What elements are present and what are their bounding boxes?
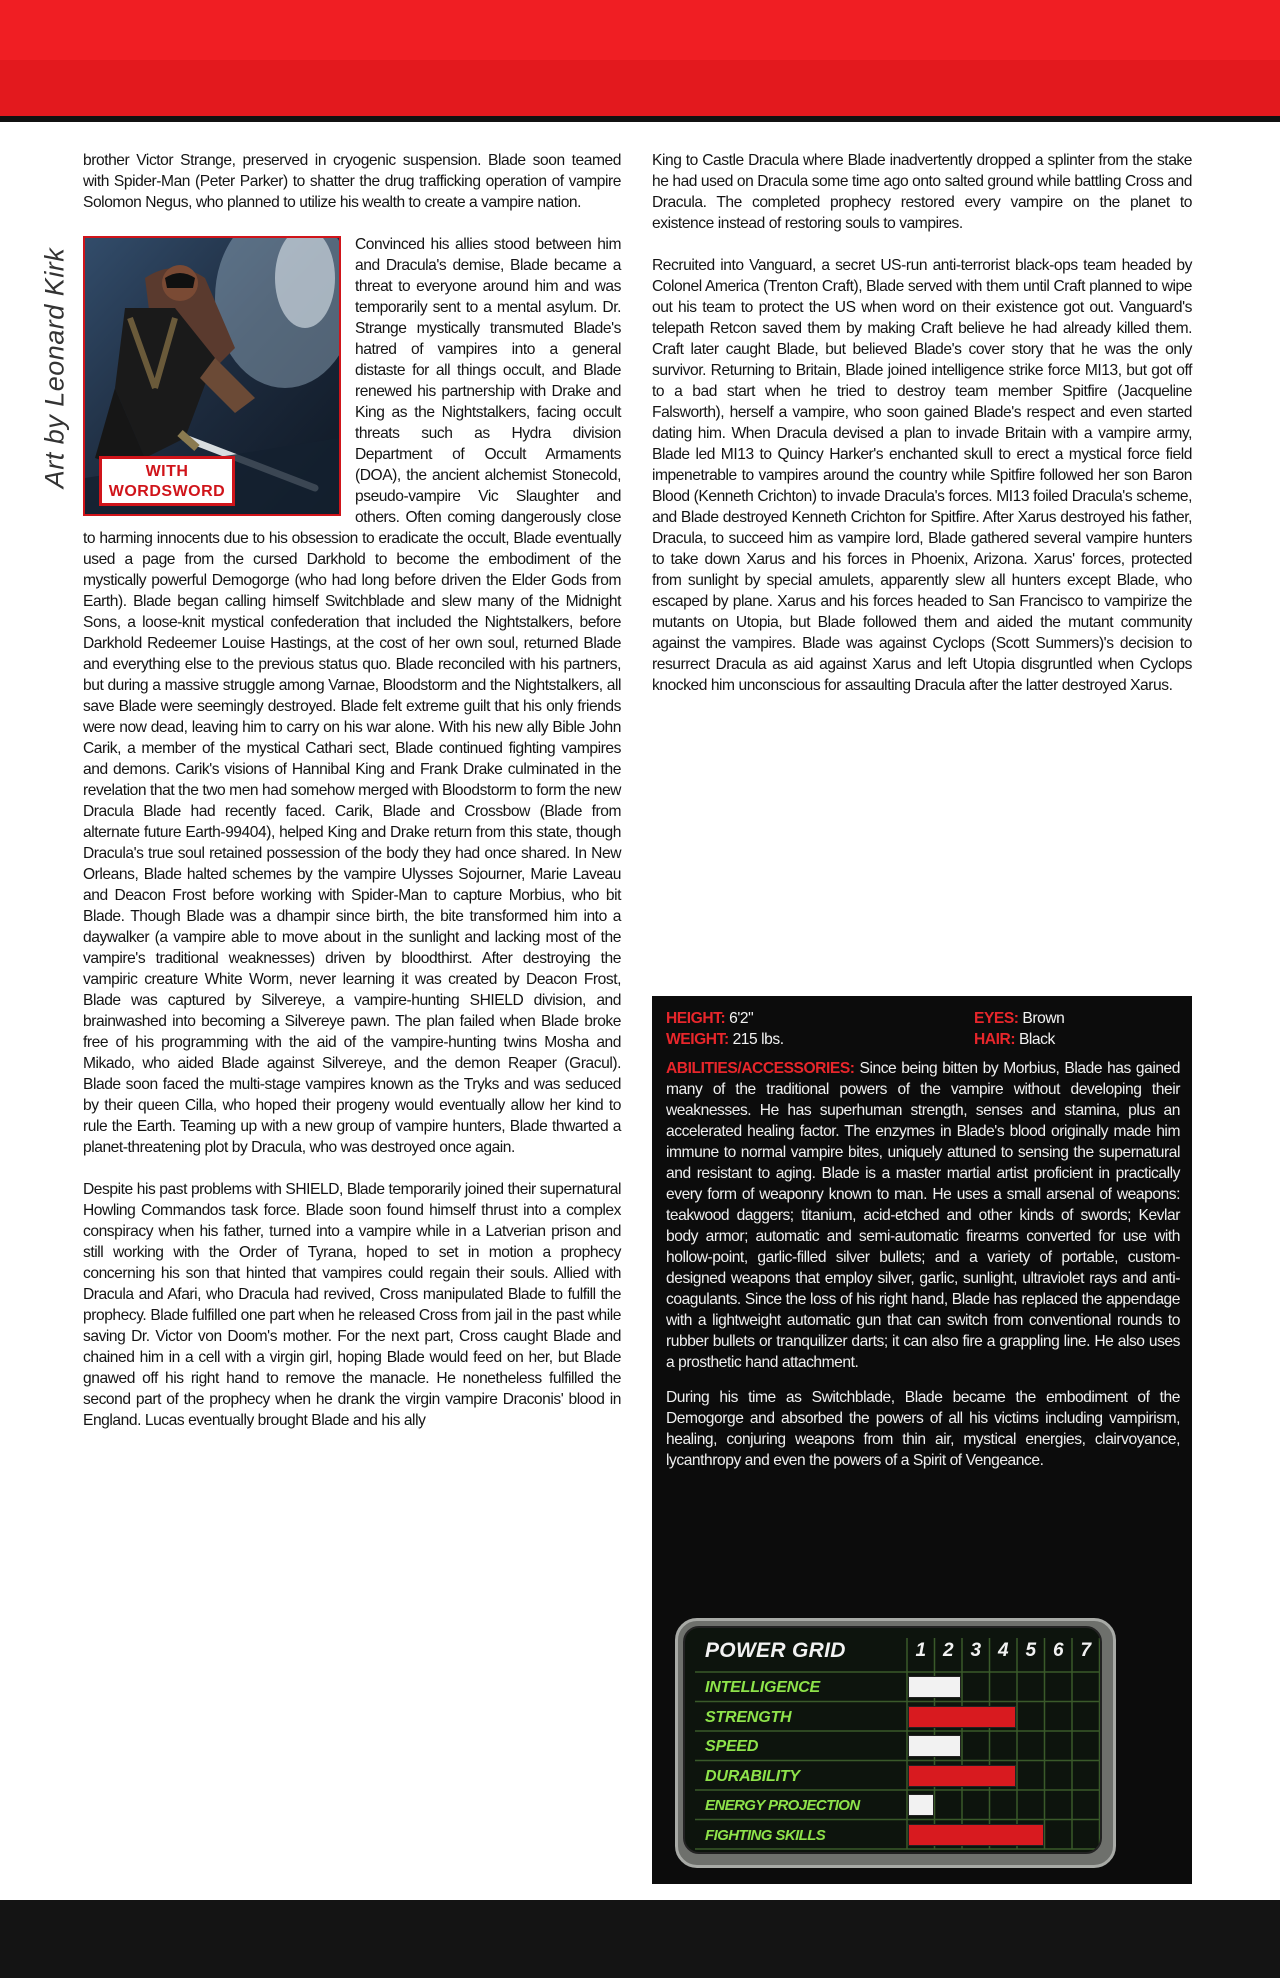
power-grid-label-strength: STRENGTH	[705, 1708, 792, 1726]
vital-stats	[666, 1008, 1180, 1050]
power-grid-label-intelligence: INTELLIGENCE	[705, 1679, 820, 1696]
power-grid-label-durability: DURABILITY	[705, 1767, 800, 1785]
power-grid	[675, 1618, 1116, 1868]
power-grid-scale-1: 1	[915, 1640, 926, 1661]
power-grid-scale-4: 4	[997, 1640, 1009, 1661]
abilities-paragraph: ABILITIES/ACCESSORIES: Since being bitten by Morbius, Blade has gained many of the traditional powers of the vampire without developing their weaknesses. He has superhuman strength, senses and stamina, plus an accelerated healing factor. The enzymes in Blade's blood originally made him immune to normal vampire bites, uniquely attuned to sensing the supernatural and resistant to aging. Blade is a master martial artist proficient in practically every form of weaponry known to man. He uses a small arsenal of weapons: teakwood daggers; titanium, acid-etched and other kinds of swords; Kevlar body armor; automatic and semi-automatic firearms converted for use with hollow-point, garlic-filled silver bullets; and a variety of portable, custom-designed weapons that employ silver, garlic, sunlight, ultraviolet rays and anti-coagulants. Since the loss of his right hand, Blade has replaced the appendage with a lightweight automatic gun that can switch from conventional rounds to rubber bullets or tranquilizer darts; it can also fire a grappling line. He also uses a prosthetic hand attachment.	[666, 1060, 1180, 1371]
power-grid-scale-3: 3	[970, 1640, 981, 1661]
left-column	[39, 150, 621, 1431]
left-paragraph-1: brother Victor Strange, preserved in cryogenic suspension. Blade soon teamed with Spider-Man (Peter Parker) to shatter the drug trafficking operation of vampire Solomon Negus, who planned to utilize his wealth to create a vampire nation.	[83, 152, 621, 211]
left-paragraph-3: Despite his past problems with SHIELD, Blade temporarily joined their supernatural Howling Commandos task force. Blade soon found himself thrust into a complex conspiracy when his father, turned into a vampire while in a Latverian prison and still working with the Order of Tyrana, hoped to set in motion a prophecy concerning his son that hinted that vampires could regain their souls. Allied with Dracula and Afari, who Dracula had revived, Cross manipulated Blade to fulfill the prophecy. Blade fulfilled one part when he released Cross from jail in the past while saving Dr. Victor von Doom's mother. For the next part, Cross caught Blade and chained him in a cell with a virgin girl, hoping Blade would feed on her, but Blade gnawed off his right hand to remove the manacle. He nonetheless fulfilled the second part of the prophecy when he drank the virgin vampire Draconis' blood in England. Lucas eventually brought Blade and his ally	[83, 1181, 621, 1429]
power-grid-label-speed: SPEED	[705, 1738, 759, 1755]
footer-band	[0, 1900, 1280, 1978]
stats-panel	[652, 996, 1192, 1884]
power-grid-label-fighting-skills: FIGHTING SKILLS	[705, 1826, 826, 1844]
abilities-section	[666, 1058, 1180, 1471]
header-band	[0, 0, 1280, 122]
right-column	[652, 150, 1192, 696]
blade-illustration	[83, 236, 341, 516]
art-panel	[39, 236, 341, 518]
left-paragraph-2: Convinced his allies stood between him and Dracula's demise, Blade became a threat to everyone around him and was temporarily sent to a mental asylum. Dr. Strange mystically transmuted Blade's hatred of vampires into a general distaste for all things occult, and Blade renewed his partnership with Drake and King as the Nightstalkers, facing occult threats such as Hydra division Department of Occult Armaments (DOA), the ancient alchemist Stonecold, pseudo-vampire Vic Slaughter and others. Often coming dangerously close to harming innocents due to his obsession to eradicate the occult, Blade eventually used a page from the cursed Darkhold to become the embodiment of the mystically powerful Demogorge (who had long before driven the Elder Gods from Earth). Blade began calling himself Switchblade and slew many of the Midnight Sons, a loose-knit mystical confederation that included the Nightstalkers, before Darkhold Redeemer Louise Hastings, at the cost of her own soul, returned Blade and everything else to the previous status quo. Blade reconciled with his partners, but during a massive struggle among Varnae, Bloodstorm and the Nightstalkers, all save Blade were seemingly destroyed. Blade felt extreme guilt that his only friends were now dead, leaving him to carry on his war alone. With his new ally Bible John Carik, a member of the mystical Cathari sect, Blade continued fighting vampires and demons. Carik's visions of Hannibal King and Frank Drake culminated in the revelation that the two men had somehow merged with Bloodstorm to form the new Dracula Blade had recently faced. Carik, Blade and Crossbow (Blade from alternate future Earth-99404), helped King and Drake return from this state, though Dracula's true soul retained possession of the body they had once shared. In New Orleans, Blade halted schemes by the vampire Ulysses Sojourner, Marie Laveau and Deacon Frost before working with Spider-Man to capture Morbius, who bit Blade. Though Blade was a dhampir since birth, the bite transformed him into a daywalker (a vampire able to move about in the sunlight and lacking most of the vampire's traditional weaknesses) driven by bloodthirst. After destroying the vampiric creature White Worm, never learning it was created by Deacon Frost, Blade was captured by Silvereye, a vampire-hunting SHIELD division, and brainwashed into becoming a Silvereye pawn. The plan failed when Blade broke free of his programming with the aid of the vampire-hunting twins Mosha and Mikado, who aided Blade against Silvereye, and the demon Reaper (Gracul). Blade soon faced the multi-stage vampires known as the Tryks and was seduced by their queen Cilla, who hoped their progeny would eventually allow her kind to rule the Earth. Teaming up with a new group of vampire hunters, Blade thwarted a planet-threatening plot by Dracula, who was destroyed once again.	[83, 236, 621, 1156]
power-grid-bar-energy-projection	[908, 1794, 934, 1816]
switchblade-paragraph: During his time as Switchblade, Blade became the embodiment of the Demogorge and absorbed the powers of all his victims including vampirism, healing, conjuring weapons from thin air, mystical energies, clairvoyance, lycanthropy and even the powers of a Spirit of Vengeance.	[666, 1389, 1180, 1469]
header-red-bar	[0, 0, 1280, 116]
right-paragraph-1: King to Castle Dracula where Blade inadvertently dropped a splinter from the stake he had used on Dracula some time ago onto salted ground while battling Cross and Dracula. The completed prophecy restored every vampire on the planet to existence instead of restoring souls to vampires.	[652, 152, 1192, 232]
power-grid-bar-fighting-skills	[908, 1824, 1044, 1846]
hair-stat: HAIR: Black	[974, 1031, 1055, 1048]
power-grid-bar-strength	[908, 1706, 1016, 1728]
power-grid-label-energy-projection: ENERGY PROJECTION	[705, 1797, 860, 1814]
height-stat: HEIGHT: 6'2"	[666, 1010, 754, 1027]
power-grid-title: POWER GRID	[705, 1639, 846, 1662]
power-grid-scale-5: 5	[1025, 1640, 1036, 1661]
power-grid-scale-7: 7	[1080, 1640, 1091, 1661]
weight-stat: WEIGHT: 215 lbs.	[666, 1031, 784, 1048]
power-grid-scale-6: 6	[1052, 1640, 1064, 1661]
header-rule	[0, 116, 1280, 122]
art-caption-badge: WITH WORDSWORD	[99, 456, 235, 506]
power-grid-bar-intelligence	[908, 1676, 961, 1698]
power-grid-bar-durability	[908, 1765, 1016, 1787]
art-credit: Art by Leonard Kirk	[39, 247, 70, 489]
right-paragraph-2: Recruited into Vanguard, a secret US-run anti-terrorist black-ops team headed by Colonel America (Trenton Craft), Blade served with them until Craft planned to wipe out his team to protect the US when word on their existence got out. Vanguard's telepath Retcon saved them by making Craft believe he had already killed them. Craft later caught Blade, but believed Blade's cover story that he was the only survivor. Returning to Britain, Blade joined intelligence strike force MI13, but got off to a bad start when he tried to destroy team member Spitfire (Jacqueline Falsworth), herself a vampire, who soon gained Blade's respect and even started dating him. When Dracula devised a plan to invade Britain with a vampire army, Blade led MI13 to Quincy Harker's enchanted skull to erect a mystical force field impenetrable to vampires around the country while Spitfire followed her son Baron Blood (Kenneth Crichton) to invade Dracula's forces. MI13 foiled Dracula's scheme, and Blade destroyed Kenneth Crichton for Spitfire. After Xarus destroyed his father, Dracula, to succeed him as vampire lord, Blade gathered several vampire hunters to take down Xarus and his forces in Phoenix, Arizona. Xarus' forces, protected from sunlight by special amulets, apparently slew all hunters except Blade, who escaped by plane. Xarus and his forces headed to San Francisco to vampirize the mutants on Utopia, but Blade followed them and aided the mutant community against the vampires. Blade was against Cyclops (Scott Summers)'s decision to resurrect Dracula as aid against Xarus and left Utopia disgruntled when Cyclops knocked him unconscious for assaulting Dracula after the latter destroyed Xarus.	[652, 257, 1192, 694]
eyes-stat: EYES: Brown	[974, 1010, 1065, 1027]
power-grid-scale-2: 2	[942, 1640, 954, 1661]
power-grid-bar-speed	[908, 1735, 961, 1757]
